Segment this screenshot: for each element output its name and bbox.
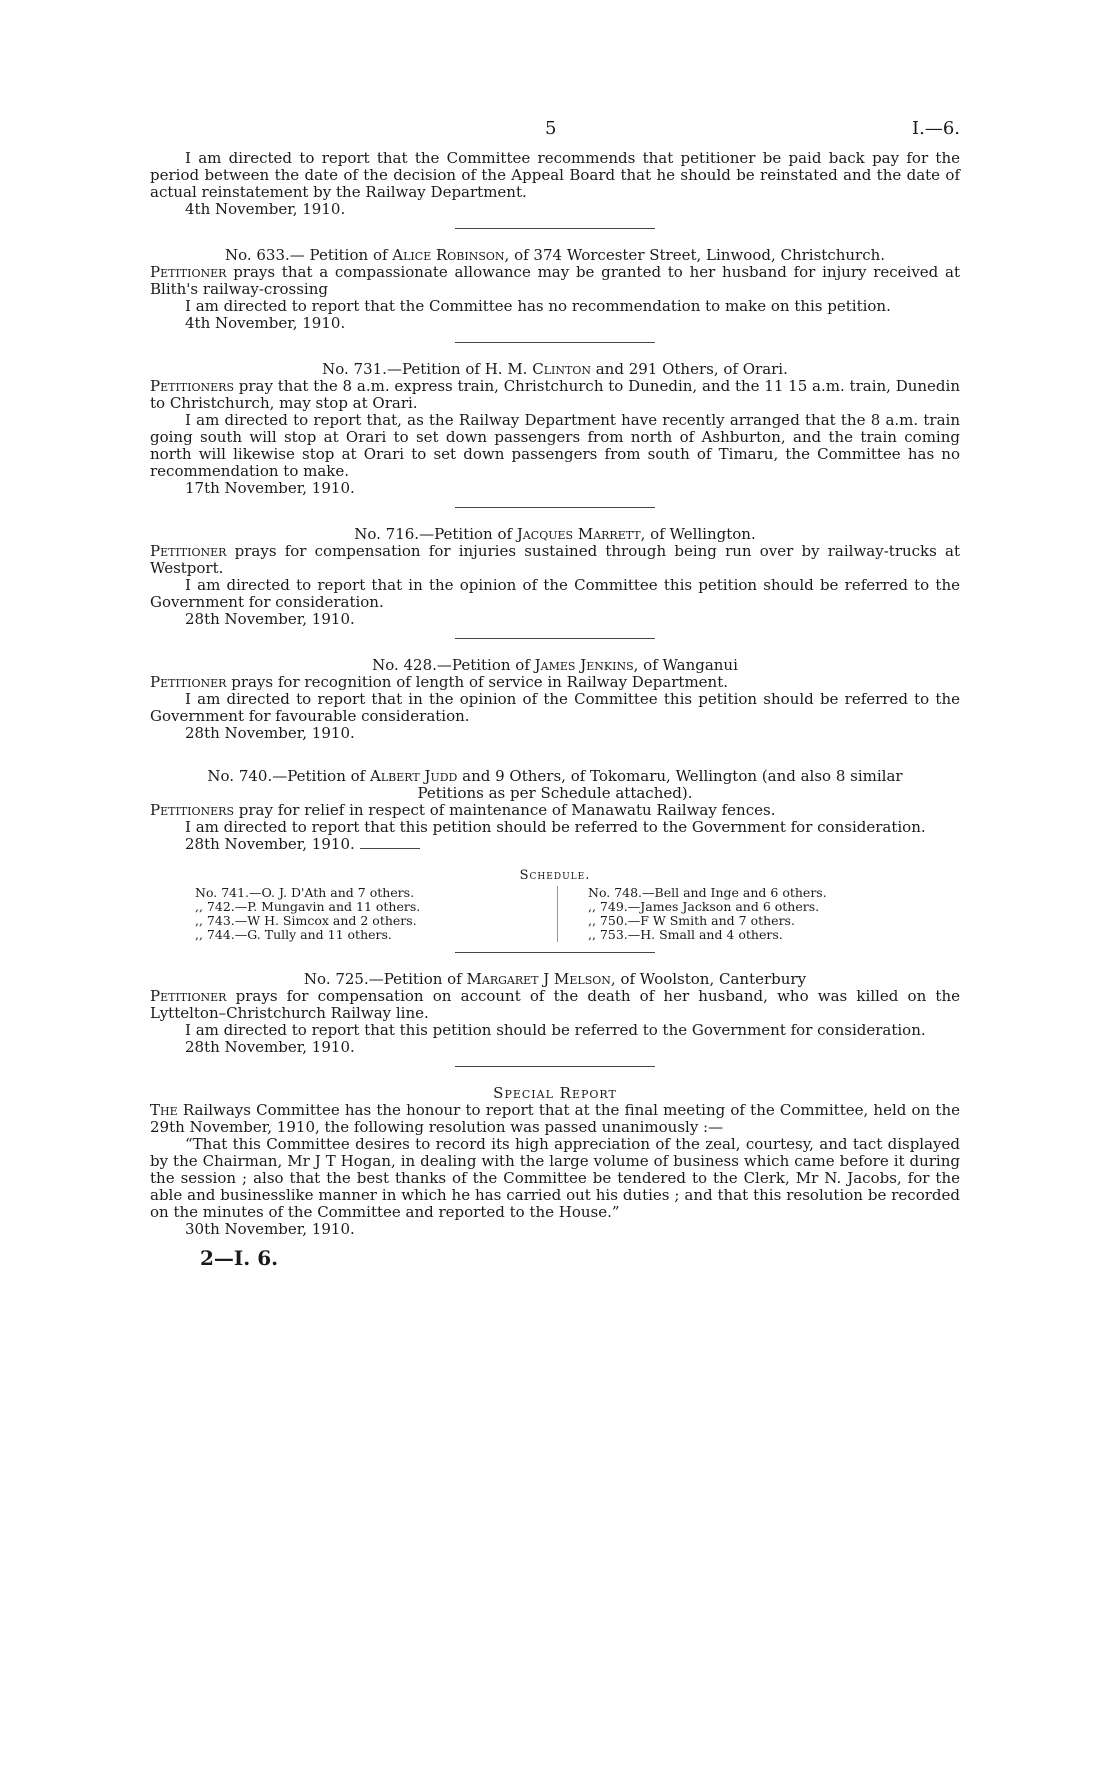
divider [455,952,655,953]
petition-428-report: I am directed to report that in the opinion of the Committee this petition should be referred to the Government for favourable consideration. [150,690,960,725]
petition-725-date: 28th November, 1910. [185,1038,355,1056]
petition-725-prayer: Petitioner prays for compensation on account of the death of her husband, who was killed on the Lyttelton–Christchurch Railway line. [150,987,960,1022]
petition-428-date: 28th November, 1910. [185,724,355,742]
petition-740-title-line2: Petitions as per Schedule attached). [417,784,693,802]
spacer [150,742,960,762]
short-divider [360,848,420,849]
petition-633-report: I am directed to report that the Committee has no recommendation to make on this petition. [185,297,891,315]
petition-633-date: 4th November, 1910. [185,314,346,332]
petition-731-title: No. 731.—Petition of H. M. Clinton and 291 Others, of Orari. [322,360,788,378]
schedule-item: ,, 743.—W H. Simcox and 2 others. [195,913,417,928]
printer-signature: 2—I. 6. [200,1246,279,1270]
petition-716-prayer: Petitioner prays for compensation for injuries sustained through being run over by railway-trucks at Westport. [150,542,960,577]
schedule-item: ,, 750.—F W Smith and 7 others. [588,913,795,928]
schedule-right-column [557,886,960,942]
petition-725-report: I am directed to report that this petition should be referred to the Government for consideration. [185,1021,926,1039]
document-reference: I.—6. [911,118,960,139]
petition-731-date: 17th November, 1910. [185,479,355,497]
petition-716-report: I am directed to report that in the opinion of the Committee this petition should be referred to the Government for consideration. [150,576,960,611]
divider [455,1066,655,1067]
petition-731-report: I am directed to report that, as the Railway Department have recently arranged that the 8 a.m. train going south will stop at Orari to set down passengers from north of Ashburton, and the train coming north will likewise stop at Orari to set down passengers from south of Timaru, the Committee has no recommendation to make. [150,411,960,480]
petition-428-prayer: Petitioner prays for recognition of length of service in Railway Department. [150,673,729,691]
petition-731-prayer: Petitioners pray that the 8 a.m. express train, Christchurch to Dunedin, and the 11 15 a.m. train, Dunedin to Christchurch, may stop at Orari. [150,377,960,412]
petition-716-date: 28th November, 1910. [185,610,355,628]
intro-date: 4th November, 1910. [185,200,346,218]
special-report-resolution: “That this Committee desires to record its high appreciation of the zeal, courtesy, and tact displayed by the Chairman, Mr J T Hogan, in dealing with the large volume of business which came before it during the session ; also that the best thanks of the Committee be tendered to the Clerk, Mr N. Jacobs, for the able and businesslike manner in which he has carried out his duties ; and that this resolution be recorded on the minutes of the Committee and reported to the House.” [150,1135,960,1221]
schedule-item: ,, 749.—James Jackson and 6 others. [588,899,820,914]
petition-740-report: I am directed to report that this petition should be referred to the Government for consideration. [185,818,926,836]
divider [455,228,655,229]
divider [455,507,655,508]
schedule-title: Schedule. [519,868,591,883]
schedule-item: ,, 742.—P. Mungavin and 11 others. [195,899,421,914]
petition-725-title: No. 725.—Petition of Margaret J Melson, of Woolston, Canterbury [303,970,807,988]
petition-740-prayer: Petitioners pray for relief in respect of maintenance of Manawatu Railway fences. [150,801,776,819]
schedule-item: No. 741.—O. J. D'Ath and 7 others. [195,885,415,900]
petition-633-prayer: Petitioner prays that a compassionate allowance may be granted to her husband for injury received at Blith's railway-crossing [150,263,960,298]
schedule-item: No. 748.—Bell and Inge and 6 others. [588,885,827,900]
special-report-intro: The Railways Committee has the honour to report that at the final meeting of the Committee, held on the 29th November, 1910, the following resolution was passed unanimously :— [150,1101,960,1136]
special-report-date: 30th November, 1910. [185,1220,355,1238]
document-page [150,118,960,1270]
special-report-title: Special Report [493,1084,617,1102]
schedule-left-column [150,886,567,942]
schedule-item: ,, 744.—G. Tully and 11 others. [195,927,392,942]
divider [455,342,655,343]
schedule-table [150,886,960,942]
divider [455,638,655,639]
petition-740-title: No. 740.—Petition of Albert Judd and 9 Others, of Tokomaru, Wellington (and also 8 similar [207,767,903,785]
petition-716-title: No. 716.—Petition of Jacques Marrett, of Wellington. [354,525,756,543]
petition-740-date: 28th November, 1910. [150,836,960,853]
petition-633-title: No. 633.— Petition of Alice Robinson, of 374 Worcester Street, Linwood, Christchurch. [224,246,886,264]
petition-428-title: No. 428.—Petition of James Jenkins, of Wanganui [372,656,738,674]
schedule-item: ,, 753.—H. Small and 4 others. [588,927,783,942]
page-number: 5 [545,118,557,139]
page-header [150,120,960,150]
intro-report: I am directed to report that the Committee recommends that petitioner be paid back pay for the period between the date of the decision of the Appeal Board that he should be reinstated and the date of actual reinstatement by the Railway Department. [150,149,960,201]
